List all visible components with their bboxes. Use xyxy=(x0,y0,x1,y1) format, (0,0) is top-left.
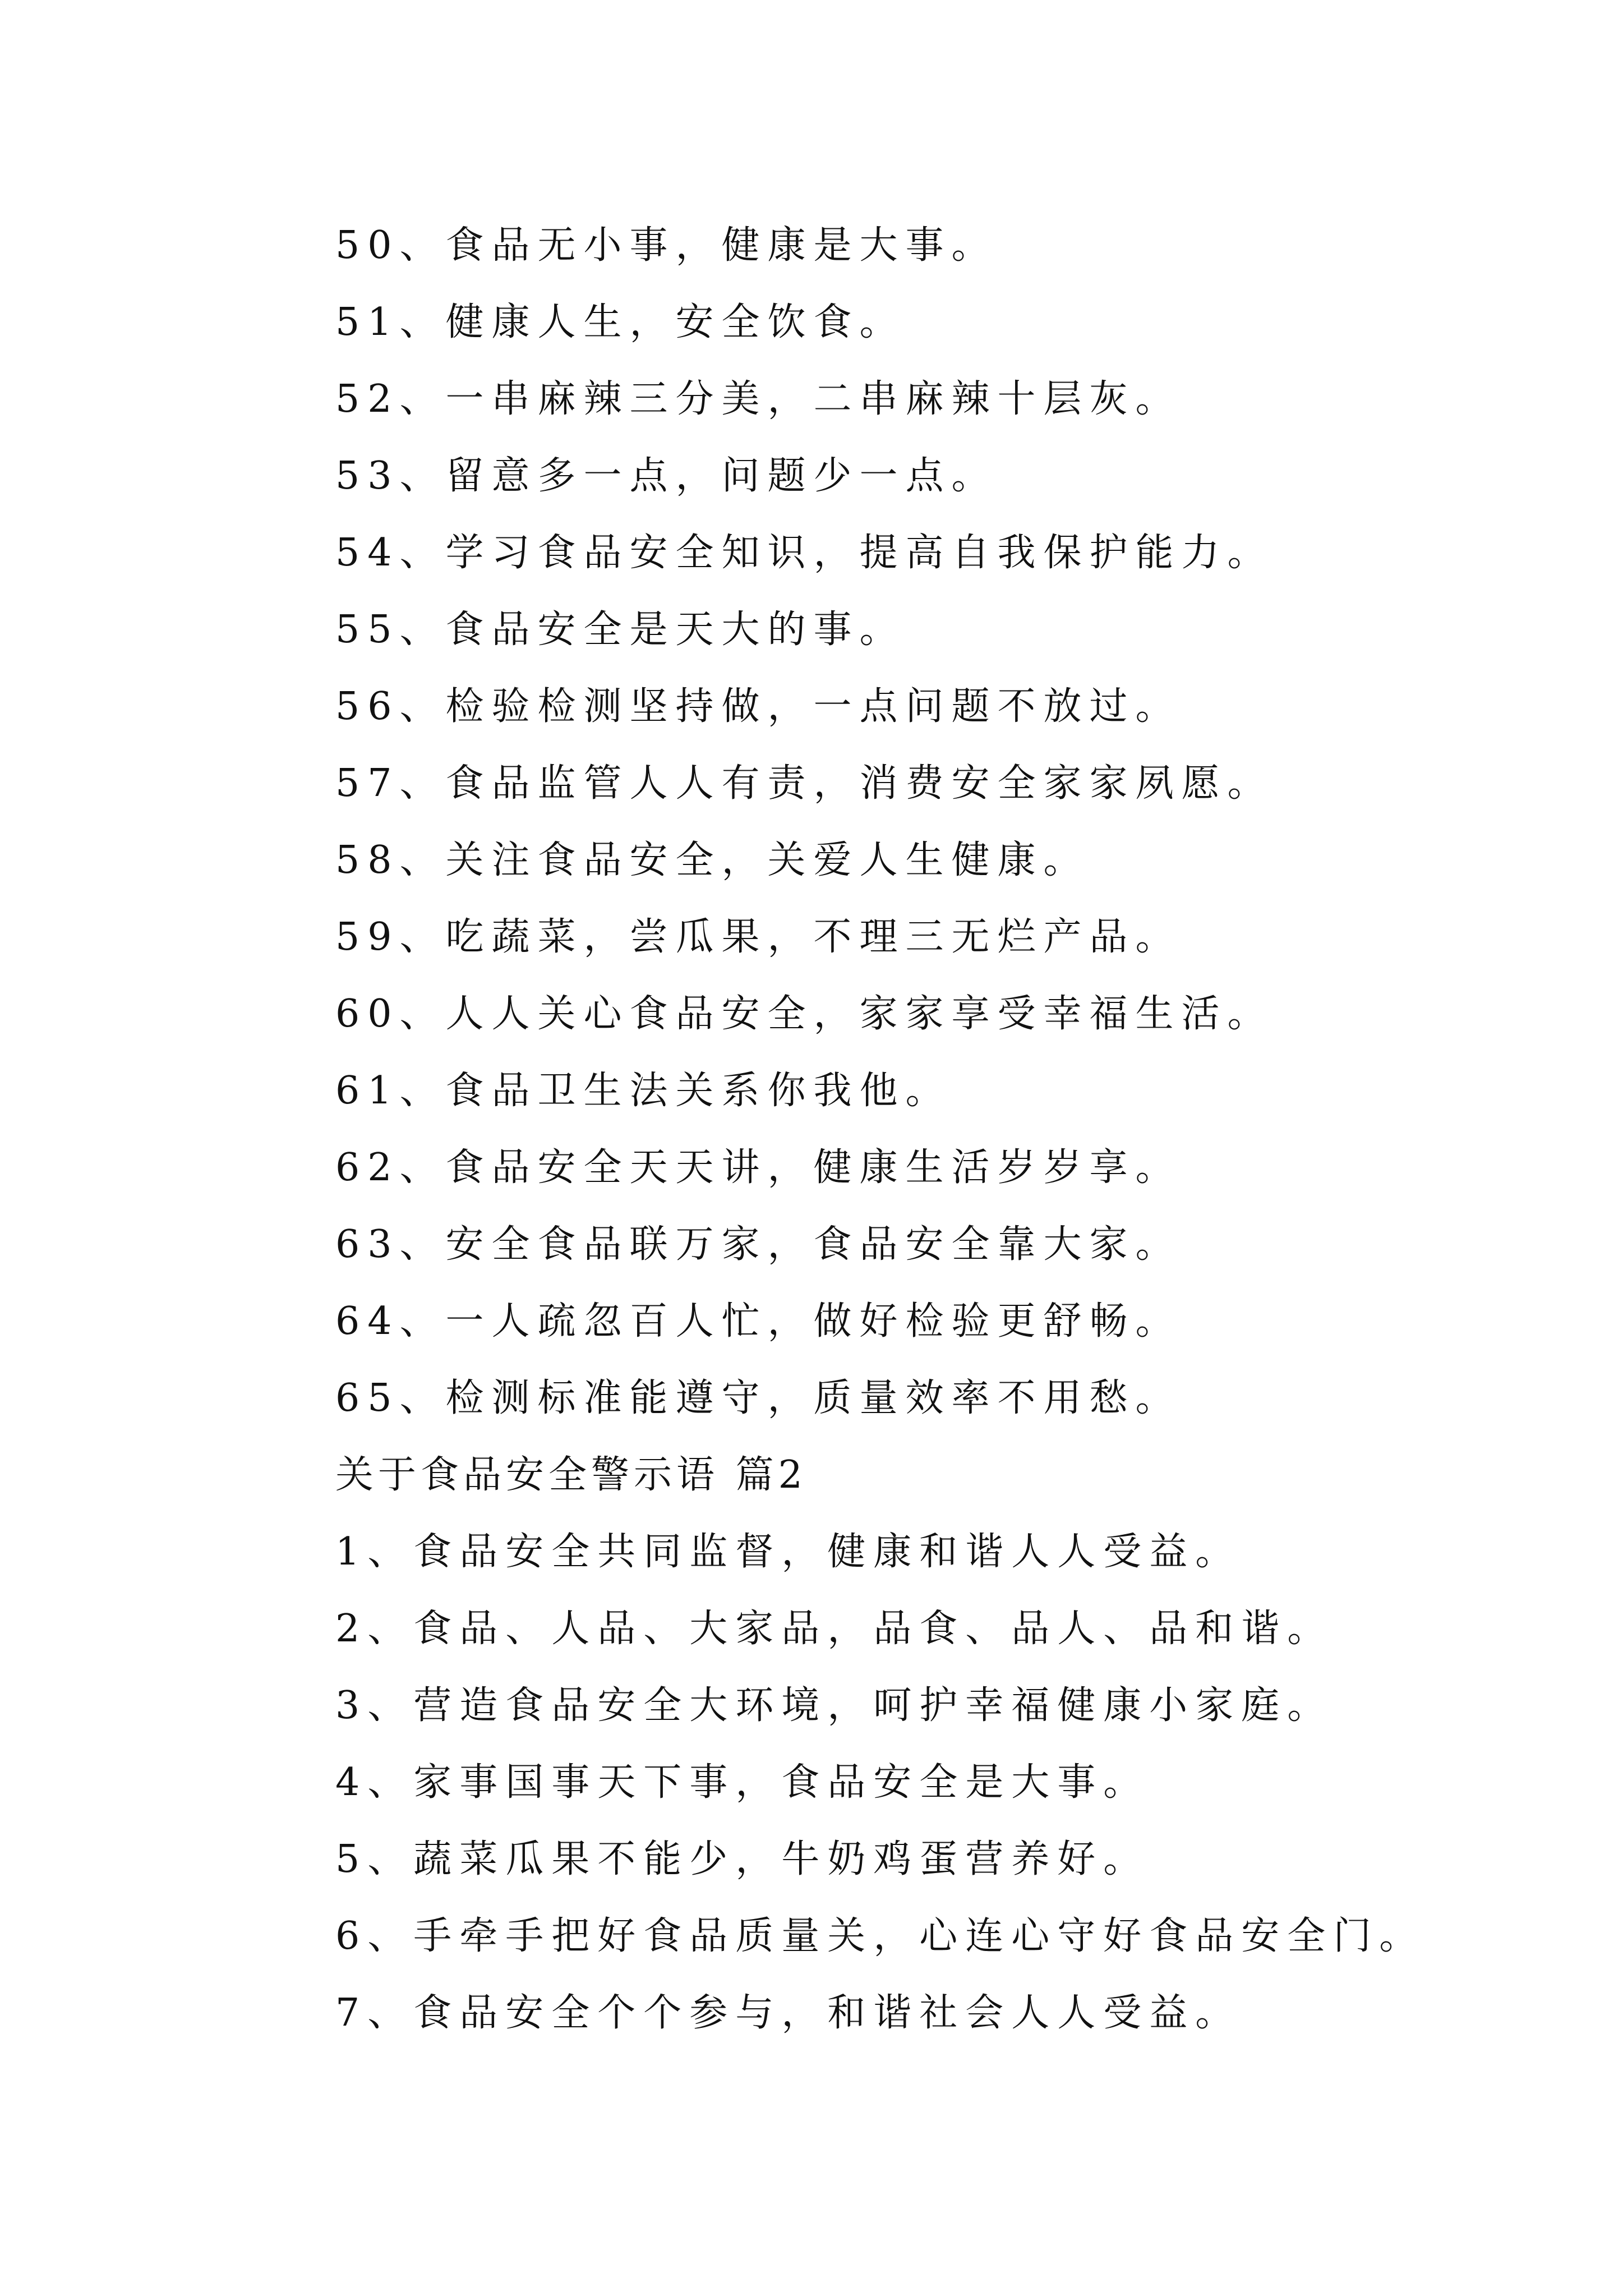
slogan-line: 56、检验检测坚持做，一点问题不放过。 xyxy=(335,684,1182,729)
slogan-line: 60、人人关心食品安全，家家享受幸福生活。 xyxy=(335,992,1274,1036)
slogan-line: 51、健康人生，安全饮食。 xyxy=(335,300,906,344)
slogan-line: 58、关注食品安全，关爱人生健康。 xyxy=(335,838,1090,882)
section-slogan-line: 1、食品安全共同监督，健康和谐人人受益。 xyxy=(335,1530,1242,1574)
section-slogan-line: 4、家事国事天下事，食品安全是大事。 xyxy=(335,1760,1150,1805)
slogan-line: 59、吃蔬菜，尝瓜果，不理三无烂产品。 xyxy=(335,915,1182,959)
section-title: 关于食品安全警示语 篇2 xyxy=(335,1453,807,1497)
document-body xyxy=(335,207,1569,2051)
slogan-line: 62、食品安全天天讲，健康生活岁岁享。 xyxy=(335,1145,1182,1190)
slogan-line: 63、安全食品联万家，食品安全靠大家。 xyxy=(335,1222,1182,1267)
slogan-line: 57、食品监管人人有责，消费安全家家夙愿。 xyxy=(335,761,1274,806)
slogan-line: 50、食品无小事，健康是大事。 xyxy=(335,223,998,268)
section-slogan-line: 3、营造食品安全大环境，呵护幸福健康小家庭。 xyxy=(335,1683,1334,1728)
slogan-line: 61、食品卫生法关系你我他。 xyxy=(335,1069,952,1113)
slogan-line: 65、检测标准能遵守，质量效率不用愁。 xyxy=(335,1376,1182,1420)
section-slogan-line: 5、蔬菜瓜果不能少，牛奶鸡蛋营养好。 xyxy=(335,1837,1150,1881)
slogan-line: 52、一串麻辣三分美，二串麻辣十层灰。 xyxy=(335,377,1182,421)
slogan-line: 53、留意多一点，问题少一点。 xyxy=(335,454,998,498)
section-slogan-line: 2、食品、人品、大家品，品食、品人、品和谐。 xyxy=(335,1607,1334,1651)
section-slogan-line: 6、手牵手把好食品质量关，心连心守好食品安全门。 xyxy=(335,1914,1426,1958)
slogan-line: 54、学习食品安全知识，提高自我保护能力。 xyxy=(335,531,1274,575)
section-slogan-line: 7、食品安全个个参与，和谐社会人人受益。 xyxy=(335,1991,1242,2035)
slogan-line: 55、食品安全是天大的事。 xyxy=(335,608,906,652)
slogan-line: 64、一人疏忽百人忙，做好检验更舒畅。 xyxy=(335,1299,1182,1343)
